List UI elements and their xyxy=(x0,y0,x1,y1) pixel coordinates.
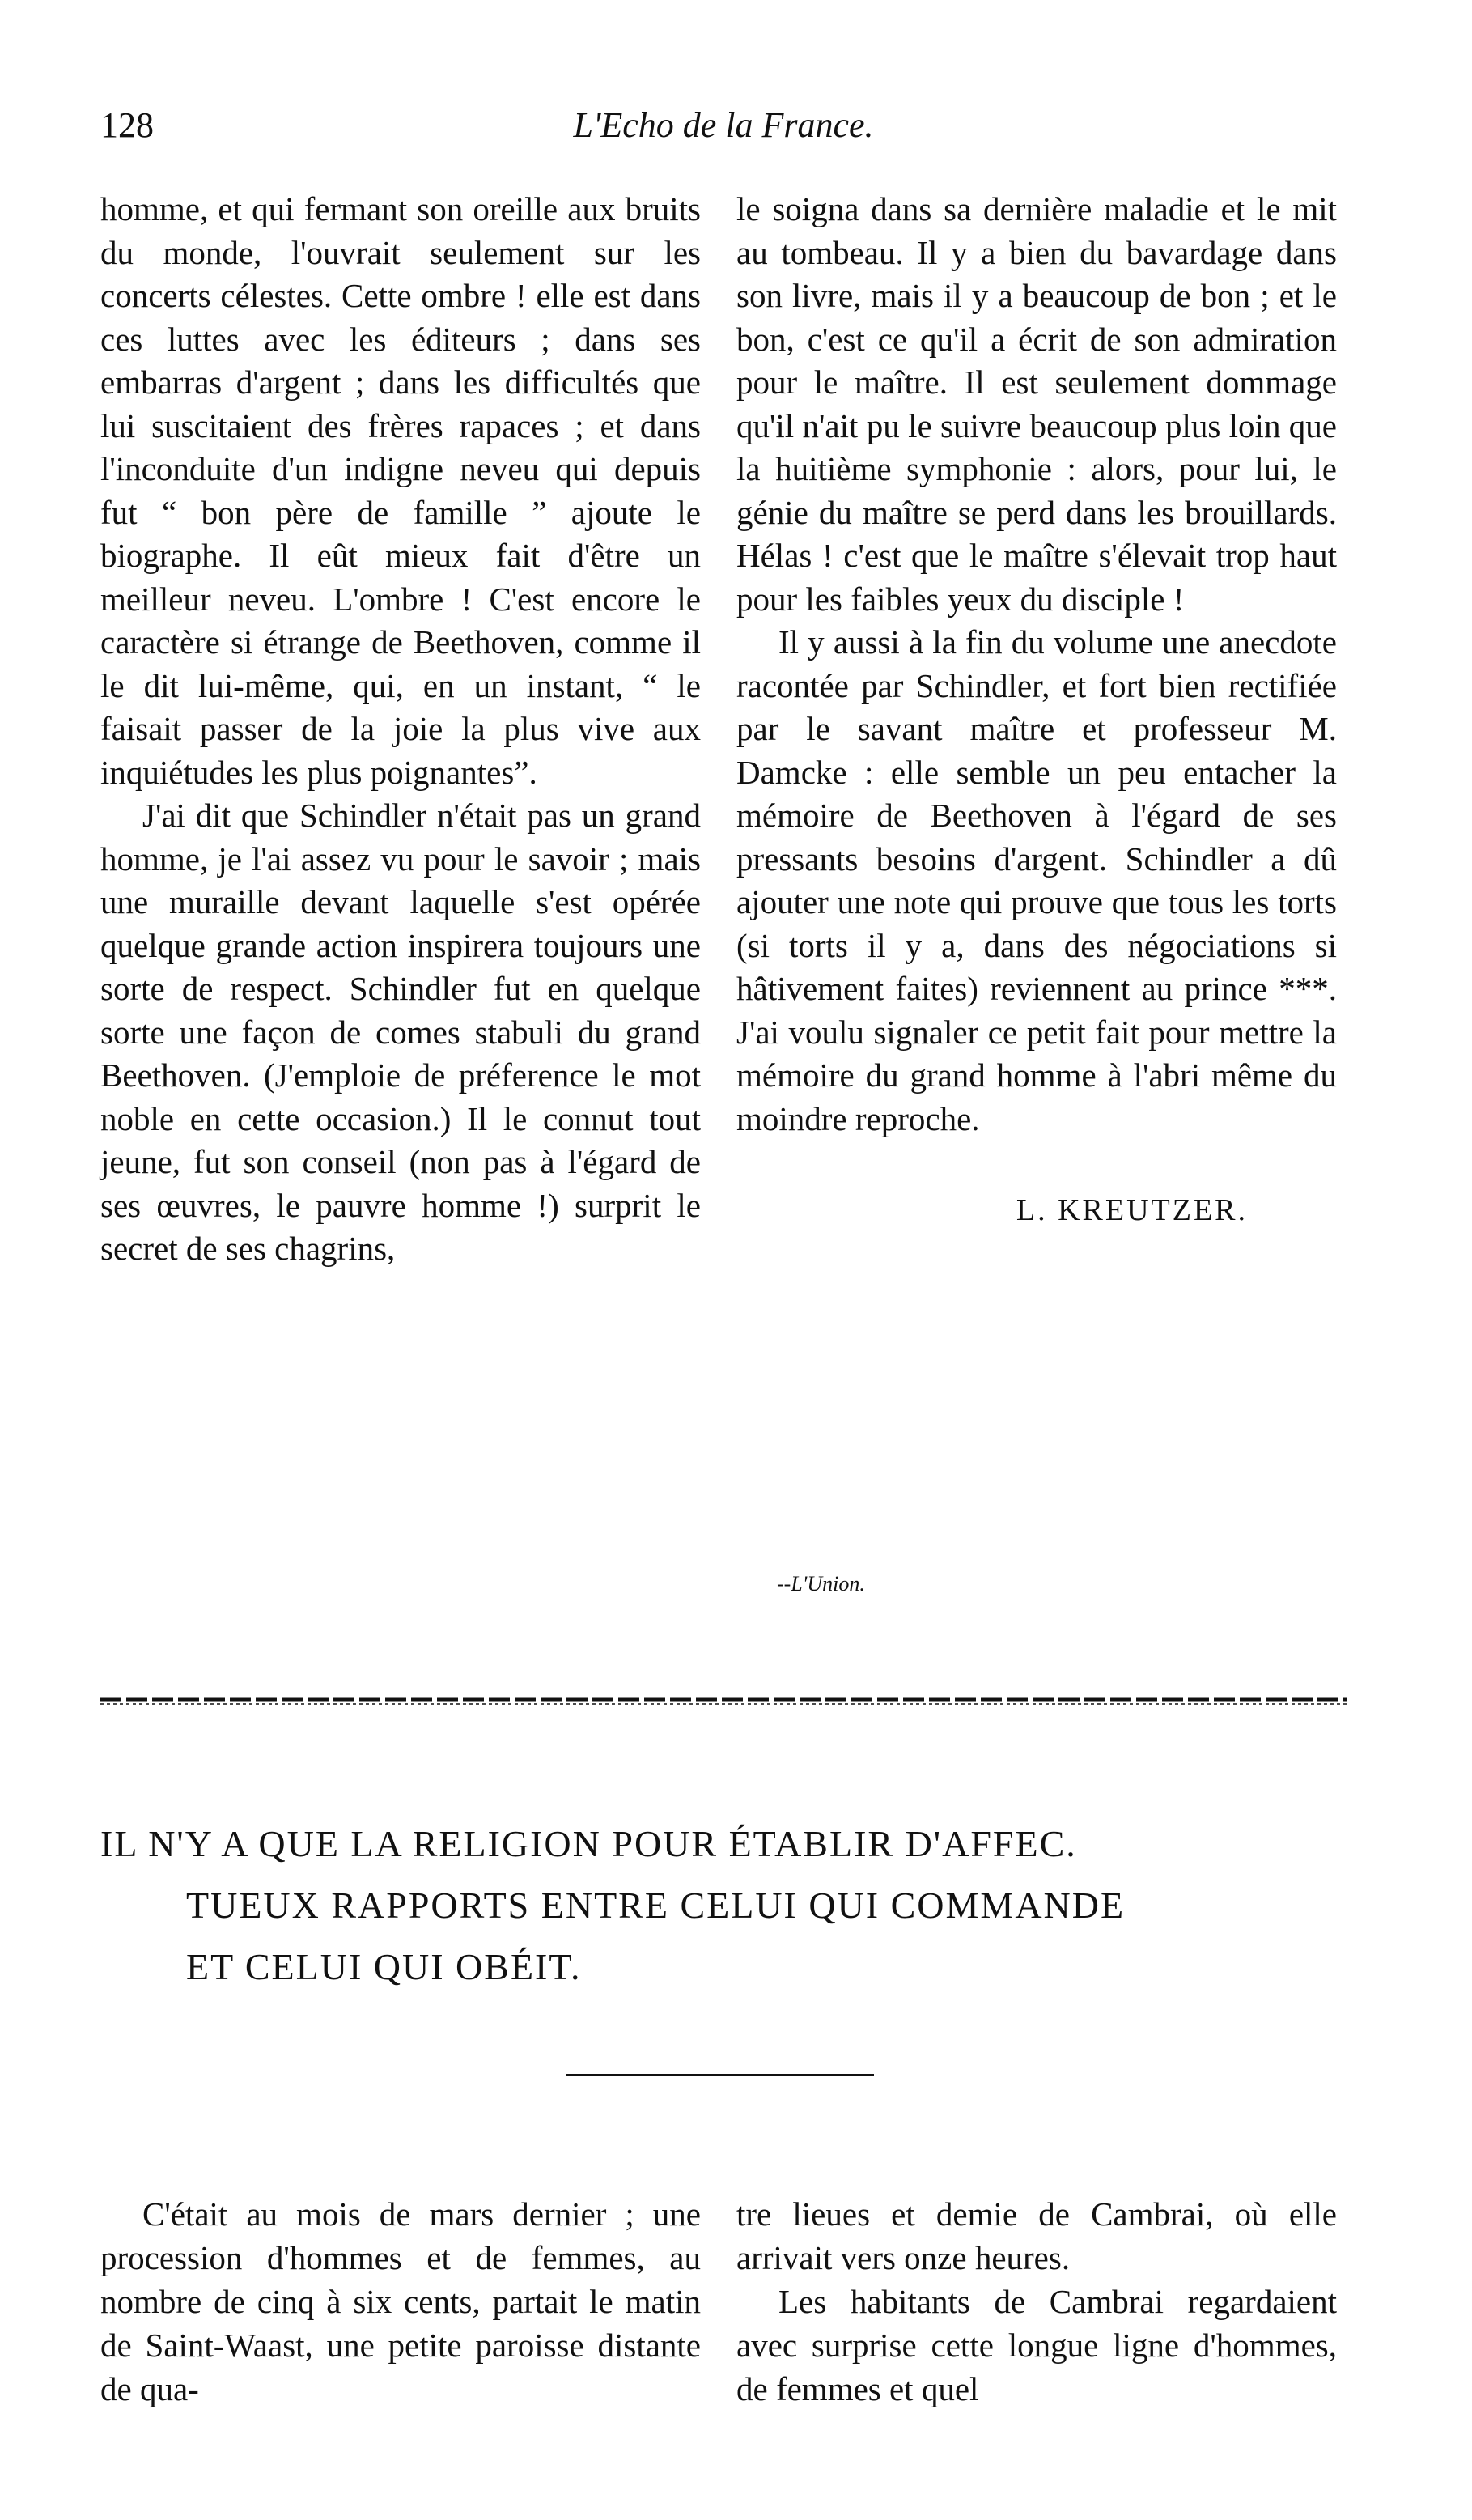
title-line: TUEUX RAPPORTS ENTRE CELUI QUI COMMANDE xyxy=(186,1885,1126,1926)
section-title xyxy=(100,1813,1363,1998)
page-number: 128 xyxy=(100,105,154,145)
short-rule xyxy=(566,2074,874,2076)
paragraph: le soigna dans sa dernière maladie et le mit au tombeau. Il y a bien du bavardage dans son livre, mais il y a beaucoup de bon ; et le bon, c'est ce qu'il a écrit de son admiration pour le maître. Il est seulement dommage qu'il n'ait pu le suivre beaucoup plus loin que la huitième symphonie : alors, pour lui, le génie du maître se perd dans les brouillards. Hélas ! c'est que le maître s'élevait trop haut pour les faibles yeux du disciple ! xyxy=(736,190,1337,618)
author-signature: L. KREUTZER. xyxy=(1016,1193,1248,1227)
ornamental-rule xyxy=(100,1690,1347,1708)
article2-right-column xyxy=(736,2192,1337,2411)
title-line: ET CELUI QUI OBÉIT. xyxy=(186,1946,582,1987)
article1-right-column xyxy=(736,188,1337,1233)
paragraph: Il y aussi à la fin du volume une anecdote racontée par Schindler, et fort bien rectifiée par le savant maître et professeur M. Damcke : elle semble un peu entacher la mémoire de Beethoven à l'égard de ses pressants besoins d'argent. Schindler a dû ajouter une note qui prouve que tous les torts (si torts il y a, dans des négociations si hâtivement faites) reviennent au prince ***. J'ai voulu signaler ce petit fait pour mettre la mémoire du grand homme à l'abri même du moindre reproche. xyxy=(736,623,1337,1137)
source-note: --L'Union. xyxy=(777,1572,865,1596)
title-line: IL N'Y A QUE LA RELIGION POUR ÉTABLIR D'AFFEC. xyxy=(100,1823,1077,1864)
article2-left-column xyxy=(100,2192,701,2411)
page-header xyxy=(100,97,1347,154)
paragraph: J'ai dit que Schindler n'était pas un grand homme, je l'ai assez vu pour le savoir ; mais une muraille devant laquelle s'est opérée quelque grande action inspirera toujours une sorte de respect. Schindler fut en quelque sorte une façon de comes stabuli du grand Beethoven. (J'emploie de préference le mot noble en cette occasion.) Il le connut tout jeune, fut son conseil (non pas à l'égard de ses œuvres, le pauvre homme !) surprit le secret de ses chagrins, xyxy=(100,797,701,1267)
paragraph: C'était au mois de mars dernier ; une procession d'hommes et de femmes, au nombre de cinq à six cents, partait le matin de Saint-Waast, une petite paroisse distante de qua- xyxy=(100,2195,701,2407)
paragraph: tre lieues et demie de Cambrai, où elle arrivait vers onze heures. xyxy=(736,2195,1337,2276)
paragraph: Les habitants de Cambrai regardaient avec surprise cette longue ligne d'hommes, de femmes et quel xyxy=(736,2283,1337,2407)
running-title: L'Echo de la France. xyxy=(573,105,874,145)
paragraph: homme, et qui fermant son oreille aux bruits du monde, l'ouvrait seulement sur les concerts célestes. Cette ombre ! elle est dans ces luttes avec les éditeurs ; dans ses embarras d'argent ; dans les difficultés que lui suscitaient des frères rapaces ; et dans l'inconduite d'un indigne neveu qui depuis fut “ bon père de famille ” ajoute le biographe. Il eût mieux fait d'être un meilleur neveu. L'ombre ! C'est encore le caractère si étrange de Beethoven, comme il le dit lui-même, qui, en un instant, “ le faisait passer de la joie la plus vive aux inquiétudes les plus poignantes”. xyxy=(100,190,701,791)
article1-left-column xyxy=(100,188,701,1271)
